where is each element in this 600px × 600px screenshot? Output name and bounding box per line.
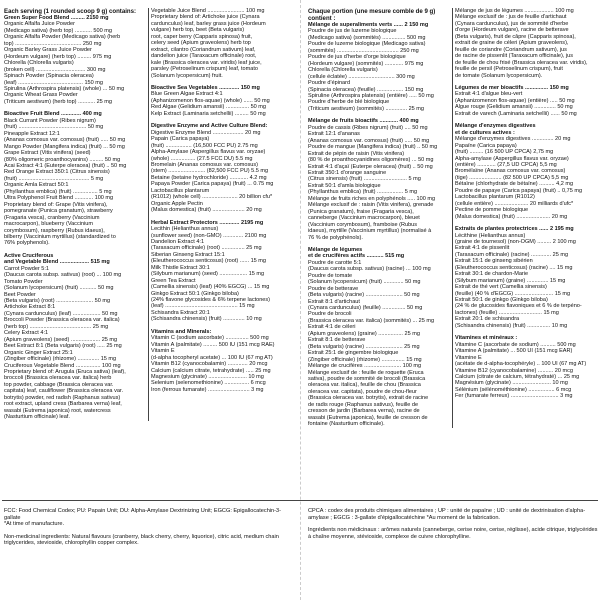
ingredient-line: (Malus domestica) (fruit) ...................... 20 mg — [455, 213, 568, 220]
ingredient-line: Organic Ginger Extract 25:1 — [4, 349, 73, 356]
ingredient-line: Black Currant Powder (Ribes nigrum) — [4, 117, 96, 124]
ingredient-line: Grape Extract (Vitis vinifera) (seed) — [4, 150, 91, 157]
ingredient-line: Lécithine (Helianthus annus) — [455, 232, 526, 239]
section-heading: Digestive Enzyme and Active Culture Blend: — [151, 123, 268, 130]
ingredient-line: extrait de graine de céleri (Apium graveolens), — [455, 40, 569, 47]
ingredient-line: botrytis) powder, red radish (Raphanus sativus) — [4, 394, 121, 401]
ingredient-line: Ingrédients non médicinaux : arômes naturels (canneberge, cerise noire, cerise, réglisse), acide citrique, triglycérides à chaîne moyenne, stévioside, complexe de cuivre chlorophylline. — [308, 527, 598, 540]
ingredient-line: (whole) ................ (27.5 FCC DU) 5.5 mg — [151, 155, 253, 162]
section-heading: Mélange d'enzymes digestives — [455, 123, 536, 130]
ingredient-line: (stem) ........................ (82,500 FCC PU) 5.5 mg — [151, 168, 269, 175]
french-footer — [308, 508, 600, 540]
ingredient-line: top powder, cabbage (Brassica oleracea var. — [4, 381, 114, 388]
ingredient-line: Proprietary blend of: Grape (Vitis vinifera), — [4, 201, 108, 208]
ingredient-line: (Daucus carota subsp. sativus) (root) ... 100 mg — [4, 272, 122, 279]
ingredient-line: (cellule éclatée) .............................. 300 mg — [308, 73, 415, 80]
ingredient-line: Extrait 4:1 d'algue bleu-vert — [455, 91, 523, 98]
ingredient-line: (Silybum marianum) (graine) .............. 15 mg — [455, 277, 566, 284]
ingredient-line: Spinach Powder (Spinacia oleracea) — [4, 73, 94, 80]
ingredient-line: extract, cilantro (Coriandrum sativum) leaf, — [151, 46, 256, 53]
ingredient-line: Vitamin C (sodium ascorbate) ............... 500 mg — [151, 335, 269, 342]
ingredient-line: cresson de jardin (Barbarea verna), racine de — [308, 408, 420, 415]
ingredient-line: Extrait de varech (Laminaria setchellii) ...... 50 mg — [455, 110, 577, 117]
section-heading: Bioactive Sea Vegetables ............. 150 mg — [151, 84, 260, 91]
ingredient-line: oleracea var. capitata), poudre de chou-fleur — [308, 388, 417, 395]
ingredient-line: (Beta vulgaris) (racine) ........................ 25 mg — [308, 343, 420, 350]
section-heading: Extraits de plantes protectrices ...... 2 195 mg — [455, 226, 574, 233]
ingredient-line: FCC: Food Chemical Codex; PU: Papain Unit; DU: Alpha-Amylase Dextrinizing Unit; EGCG: Epigallocatechin-3-gallate — [4, 508, 281, 521]
ingredient-line: Vitamin A (palmitate) ......... 500 IU (151 mcg RAE) — [151, 341, 275, 348]
ingredient-line: Poudre de papaye (Carica papaya) (fruit) .. 0,75 mg — [455, 187, 583, 194]
ingredient-line: (R1012) (whole cell) ....................... 20 billion cfu* — [151, 194, 273, 201]
section-heading: et de crucifères actifs ........... 515 mg — [308, 253, 405, 260]
ingredient-line: corymbosum), raspberry (Rubus idaeus), — [4, 227, 105, 234]
ingredient-line: Non-medicinal ingredients: Natural flavours (cranberry, black cherry, cherry, liquorice), citric acid, medium chain triglycerides, stevioside, chlorophyllin copper complex. — [4, 533, 279, 547]
ingredient-line: d'orge (Hordeum vulgare), racine de betterave — [455, 27, 569, 34]
ingredient-line: Poudre de cassis (Ribes nigrum) (fruit) .... 50 mg — [308, 124, 428, 131]
ingredient-line: (Medicago sativa) (herb top) ........... 500 mg — [4, 27, 112, 34]
ingredient-line: Organic Amla Extract 50:1 — [4, 182, 69, 189]
ingredient-line: Vegetable Juice Blend ........................ 100 mg — [151, 8, 265, 14]
ingredient-line: Extrait 50:1 d'amla biologique — [308, 182, 381, 189]
ingredient-line: feuille de persil (Petroselinum crispum), fruit — [455, 66, 563, 73]
ingredient-line: Kelp Extract (Laminaria setchellii) ......... 50 mg — [151, 110, 266, 117]
ingredient-line: (Citrus sinensis) (fruit) ............................ 5 mg — [308, 176, 421, 183]
ingredient-line: (Medicago sativa) (sommités) ............... 500 mg — [308, 34, 426, 41]
ingredient-line: cardunculus) leaf, barley grass juice (Hordeum — [151, 20, 266, 27]
ingredient-line: de feuille de chou frisé (Brassica oleracea var. viridis), — [455, 59, 588, 66]
english-column-1 — [2, 8, 148, 421]
ingredient-line: Milk Thistle Extract 30:1 — [151, 264, 210, 271]
ingredient-line: *At time of manufacture. — [4, 521, 65, 528]
ingredient-line: Mélange de jus de légumes ................... 100 mg — [455, 8, 574, 14]
ingredient-line: Bétaïne (chlorhydrate de bétaïne) .......... 4,2 mg — [455, 181, 574, 188]
ingredient-line: Vitamine E — [455, 354, 482, 361]
ingredient-line: (24 % de glucosides flavoniques et 6 % de terpéno- — [455, 303, 582, 310]
ingredient-line: Spirulina (Arthrospira platensis) (whole) ... 50 mg — [4, 85, 125, 92]
ingredient-line: 76% polyphenols). — [4, 240, 50, 247]
ingredient-line: Lactobacillus plantarum — [151, 187, 210, 194]
ingredient-line: (fruit) .............................................. 5 mg — [4, 175, 104, 182]
ingredient-line: Cruciferous Vegetable Blend ................ 100 mg — [4, 362, 121, 369]
ingredient-line: bilberry (Vaccinium myrtillus) (standardized to — [4, 233, 116, 240]
section-heading: and Vegetable Blend ................... 515 mg — [4, 259, 110, 266]
ingredient-line: Organic Alfalfa Juice Powder — [4, 21, 75, 28]
ingredient-line: Fer (fumarate ferreux) ............................... 3 mg — [455, 393, 573, 400]
ingredient-line: (Aphanizomenon flos-aquae) (entière) ..... 50 mg — [455, 97, 575, 104]
ingredient-line: Vitamin E — [151, 348, 175, 355]
french-column-1 — [306, 8, 452, 428]
ingredient-line: canneberge (Vaccinium macrocarpon), bleuet — [308, 215, 420, 222]
ingredient-line: Organic Apple Pectin — [151, 200, 203, 207]
english-panel — [2, 8, 294, 421]
ingredient-line: Extrait 50:1 de ginkgo (Ginkgo biloba) — [455, 297, 548, 304]
ingredient-line: (fruit) ......... (16 500 UP CPCA) 2,75 mg — [455, 149, 554, 156]
section-heading: et de cultures actives : — [455, 129, 515, 136]
ingredient-line: (sunflower seed) (non-GMO) ............. 2100 mg — [151, 232, 267, 239]
ingredient-line: (Punica granatum), fraise (Fragaria vesca), — [308, 208, 414, 215]
ingredient-line: macrocarpon), blueberry (Vaccinium — [4, 221, 93, 228]
ingredient-line: (Ananas comosus var. comosus) (fruit) ..... 50 mg — [308, 137, 430, 144]
ingredient-line: Proprietary blend of: Arugula (Eruca sativa) (leaf), — [4, 369, 126, 376]
ingredient-line: (acétate de d-alpha-tocophéryle) .. 100 UI (67 mg AT) — [455, 361, 587, 368]
ingredient-line: (Ananas comosus var. comosus) (fruit) ..... 50 mg — [4, 137, 126, 144]
ingredient-line: (feuille) (40 % d'EGCG) ......................... 15 mg — [455, 290, 571, 297]
ingredient-line: (Hordeum vulgare) (herb top) ......... 975 mg — [4, 53, 112, 60]
ingredient-line: Extrait 4:1 d'açaï (Euterpe oleracea) (fruit) .. 50 mg — [308, 163, 433, 170]
section-heading: Bioactive Fruit Blend ............. 400 mg — [4, 111, 102, 118]
ingredient-line: Magnesium (glycinate) ......................... 10 mg — [151, 374, 264, 381]
ingredient-line: Bromélaïne (Ananas comosus var. comosus) — [455, 168, 566, 175]
ingredient-line: wasabi (Eutrema japonica), feuille de cresson de — [308, 414, 428, 421]
section-heading: Chaque portion (une mesure comble de 9 g) — [308, 8, 436, 15]
ingredient-line: Chlorella (Chlorella vulgaris) — [308, 67, 378, 74]
ingredient-line: (sommités) ........................................ 250 mg — [308, 47, 419, 54]
ingredient-line: (80 % de proanthocyanidines oligomères) ... 50 mg — [308, 157, 434, 164]
ingredient-line: Poudre de betterave — [308, 285, 359, 292]
ingredient-line: (Apium graveolens) (seed) ................... 25 mg — [4, 336, 118, 343]
ingredient-line: (entière) ............ (27,5 UD CPCA) 5,5 mg — [455, 161, 557, 168]
ingredient-line: Extrait 4:1 de céleri — [308, 324, 356, 331]
ingredient-line: (Vaccinium corymbosum), framboise (Rubus — [308, 221, 418, 228]
ingredient-line: feuille de coriandre (Coriandrum sativum), jus — [455, 46, 567, 53]
ingredient-line: (Beta vulgaris), fruit de câpre (Capparis spinosa), — [455, 33, 576, 40]
ingredient-line: Vitamine B12 (cyanocobalamine) .......... 20 mcg — [455, 367, 573, 374]
ingredient-line: Beet Extract 8:1 (Beta vulgaris) (root) ..... 25 mg — [4, 343, 122, 350]
ingredient-line: Artichoke Extract 8:1 — [4, 304, 56, 311]
ingredient-line: Mélange exclusif de : jus de feuille d'artichaut — [455, 14, 567, 21]
section-heading: Herbal Extract Protectors ............. 2195 mg — [151, 219, 264, 226]
french-panel — [306, 8, 598, 428]
ingredient-line: Poudre d'épinard — [308, 80, 351, 87]
ingredient-line: Poudre de brocoli — [308, 311, 352, 318]
ingredient-line: Extrait 20:1 de schisandra — [455, 316, 520, 323]
ingredient-line: dandelion juice (Taraxacum officinale) root, — [151, 53, 257, 60]
ingredient-line: root, caper berry (Capparis spinosa) fruit, — [151, 33, 253, 40]
ingredient-line: Poudre de jus de luzerne biologique — [308, 28, 397, 35]
section-heading: contient : — [308, 15, 336, 22]
ingredient-line: idaeus), myrtille (Vaccinium myrtillus) (normalisé à — [308, 228, 432, 235]
ingredient-line: Pineapple Extract 12:1 — [4, 130, 60, 137]
ingredient-line: (herb top) ........................................ 25 mg — [4, 323, 109, 330]
ingredient-line: Organic Barley Grass Juice Powder — [4, 47, 92, 54]
ingredient-line: vulgare) herb top, beet (Beta vulgaris) — [151, 27, 245, 34]
ingredient-line: (cellule entière) ...................... 20 milliards d'ufc* — [455, 200, 574, 207]
ingredient-line: Green Tea Extract — [151, 277, 196, 284]
ingredient-line: sativa), poudre de sommité de brocoli (Brassica — [308, 376, 426, 383]
ingredient-line: Extrait 25:1 de gingembre biologique — [308, 350, 399, 357]
ingredient-line: Betaine (betaine hydrochloride) ............ 4.2 mg — [151, 174, 267, 181]
ingredient-line: Papaya Powder (Carica papaya) (fruit) ... 0.75 mg — [151, 181, 274, 188]
ingredient-line: (Brassica oleracea var. botrytis), extrait de racine — [308, 395, 429, 402]
ingredient-line: Extrait 350:1 d'orange sanguine — [308, 169, 387, 176]
ingredient-line: Chlorella (Chlorella vulgaris) — [4, 60, 74, 67]
ingredient-line: Pectine de pomme biologique — [455, 207, 529, 214]
ingredient-line: Lecithin (Helianthus annus) — [151, 226, 219, 233]
ingredient-line: Ginkgo Extract 50:1 (Ginkgo biloba) — [151, 290, 239, 297]
ingredient-line: Vitamine C (ascorbate de sodium) .......... 500 mg — [455, 341, 576, 348]
ingredient-line: 76 % de polyphénols). — [308, 234, 363, 241]
ingredient-line: Extrait 15:1 de ginseng sibérien — [455, 258, 533, 265]
ingredient-line: (d-alpha tocopheryl acetate) ... 100 IU (67 mg AT) — [151, 354, 273, 361]
ingredient-line: (Phyllanthus emblica) (fruit) ................ 5 mg — [4, 188, 112, 195]
ingredient-line: capitata) leaf, cauliflower (Brassica oleracea var. — [4, 388, 124, 395]
ingredient-line: oleracea var. italica), feuille de chou (Brassica — [308, 382, 421, 389]
ingredient-line: Extrait 12:1 d'ananas — [308, 131, 360, 138]
ingredient-line: (Brassica oleracea var. italica) (sommités) ... 25 mg — [308, 317, 435, 324]
section-heading: Vitamines et minéraux : — [455, 335, 518, 342]
ingredient-line: de radis rouge (Raphanus sativus), feuille de — [308, 401, 419, 408]
ingredient-line: (Spinacia oleracea) (feuille) ................. 150 mg — [308, 86, 424, 93]
ingredient-line: Mélange exclusif de : feuille de roquette (Eruca — [308, 369, 424, 376]
ingredient-line: Mélange de crucifères ........................ 100 mg — [308, 363, 422, 370]
ingredient-line: (Beta vulgaris) (root) ........................ 50 mg — [4, 298, 111, 305]
footer-divider — [2, 500, 598, 501]
ingredient-line: top) ........................................... 250 mg — [4, 40, 102, 47]
ingredient-line: Poudre de luzerne biologique (Medicago sativa) — [308, 41, 426, 48]
ingredient-line: (Camellia sinensis) (leaf) (40% EGCG) ... 15 mg — [151, 284, 270, 291]
ingredient-line: Calcium (citrate de calcium, tétrahydraté) ... 25 mg — [455, 374, 580, 381]
ingredient-line: (Zingiber officinale) (rhizome) .............. 15 mg — [4, 356, 117, 363]
ingredient-line: (Triticum aestivum) (herb top) ........... 25 mg — [4, 98, 112, 105]
ingredient-line: Schisandra Extract 20:1 — [151, 309, 210, 316]
ingredient-line: (24% flavone glycosides & 6% terpene lactones) — [151, 297, 271, 304]
ingredient-line: Organic Alfalfa Powder (Medicago sativa) (herb — [4, 34, 121, 41]
ingredient-line: (graine de tournesol) (non-OGM) ......... 2 100 mg — [455, 238, 576, 245]
ingredient-line: (Zingiber officinale) (rhizome) ............... 15 mg — [308, 356, 422, 363]
ingredient-line: Papain (Carica papaya) — [151, 136, 210, 143]
ingredient-line: Mélange d'enzymes digestives .............. 20 mg — [455, 136, 571, 143]
ingredient-line: Red Algae (Gelidium amansii) ............... 50 mg — [151, 104, 266, 111]
panel-separator — [300, 0, 301, 600]
ingredient-line: (Cynara cardunculus), jus de sommité d'herbe — [455, 20, 569, 27]
ingredient-line: Poudre de mangue (Mangifera indica) (fruit) .. 50 mg — [308, 144, 438, 151]
ingredient-line: Organic Wheat Grass Powder — [4, 92, 78, 99]
ingredient-line: broccoli (Brassica oleracea var. italica) herb — [4, 375, 112, 382]
ingredient-line: Magnésium (glycinate) ......................... 10 mg — [455, 380, 568, 387]
section-heading: Active Cruciferous — [4, 252, 54, 259]
ingredient-line: Vitamine A (palmitate) ... 500 UI (151 mcg EAR) — [455, 348, 573, 355]
ingredient-line: (Daucus carota subsp. sativus) (racine) ... 100 mg — [308, 266, 431, 273]
ingredient-line: (80% oligomeric proanthocyanins) ......... 50 mg — [4, 156, 121, 163]
ingredient-line: Ultra Polyphenol Fruit Blend ............ 100 mg — [4, 195, 114, 202]
ingredient-line: Tomato Powder — [4, 278, 43, 285]
ingredient-line: (Silybum marianum) (seed) .................. 15 mg — [151, 271, 265, 278]
ingredient-line: Selenium (selenomethionine) ................ 6 mcg — [151, 380, 266, 387]
ingredient-line: Celery Extract 4:1 — [4, 330, 49, 337]
ingredient-line: (Solanum lycopersicum) (fruit) ............. 50 mg — [308, 279, 421, 286]
ingredient-line: (Eleutherococcus senticosus) (racine) .... 15 mg — [455, 264, 573, 271]
ingredient-line: (Taraxacum officinale) (root) ............... 25 mg — [151, 245, 262, 252]
ingredient-line: Extrait de pépin de raisin (Vitis vinifera) — [308, 150, 405, 157]
ingredient-line: Extrait 30:1 de chardon-Marie — [455, 271, 529, 278]
ingredient-line: Broccoli Powder (Brassica oleracea var. italica) — [4, 317, 120, 324]
ingredient-line: root extract, upland cress (Barbarea verna) leaf, — [4, 401, 122, 408]
ingredient-line: Poudre de carotte 5:1 — [308, 259, 362, 266]
ingredient-line: Poudre de jus d'herbe d'orge biologique — [308, 54, 406, 61]
section-heading: Vitamins and Minerals: — [151, 328, 212, 335]
ingredient-line: Lactobacillus plantarum (R1012) — [455, 194, 535, 201]
ingredient-line: Beet Powder — [4, 291, 36, 298]
ingredient-line: Mélange de fruits riches en polyphénols ..... 100 mg — [308, 195, 436, 202]
ingredient-line: Calcium (calcium citrate, tetrahydrate) ..... 25 mg — [151, 367, 271, 374]
ingredient-line: Bromelain (Ananas comosus var. comosus) — [151, 161, 258, 168]
ingredient-line: Extrait 8:1 d'artichaut — [308, 298, 360, 305]
ingredient-line: (Hordeum vulgare) (sommités) ............ 975 mg — [308, 60, 424, 67]
ingredient-line: Dandelion Extract 4:1 — [151, 238, 205, 245]
ingredient-line: Sélénium (sélénométhionine) ................. 6 mcg — [455, 386, 572, 393]
ingredient-line: Poudre de tomate — [308, 272, 353, 279]
ingredient-line: lactones) (feuille) ............................ 15 mg — [455, 309, 559, 316]
section-heading: Mélange de superaliments verts ...... 2 150 mg — [308, 22, 429, 28]
ingredient-line: kale (Brassica oleracea var. viridis) leaf juice, — [151, 59, 262, 66]
ingredient-line: (leaf) .......................................... 150 mg — [4, 79, 103, 86]
section-heading: Green Super Food Blend ......... 2150 mg — [4, 15, 109, 21]
ingredient-line: fontaine (Nasturtium officinale). — [308, 421, 385, 428]
ingredient-line: (Solanum lycopersicum) (fruit) ........... 50 mg — [4, 285, 114, 292]
ingredient-line: Siberian Ginseng Extract 15:1 — [151, 251, 225, 258]
ingredient-line: (fruit) ............................................ 50 mg — [4, 124, 104, 131]
ingredient-line: (broken cell) ................................ 300 mg — [4, 66, 106, 73]
french-column-2 — [452, 8, 598, 428]
ingredient-line: Iron (ferrous fumarate) ........................... 3 mg — [151, 386, 264, 393]
ingredient-line: Digestive Enzyme Blend .................... 20 mg — [151, 129, 261, 136]
ingredient-line: Extrait 4:1 de pissenlit — [455, 245, 510, 252]
ingredient-line: (tige) ..................... (82 500 UP CPCA) 5,5 mg — [455, 174, 569, 181]
ingredient-line: pomegranate (Punica granatum), strawberry — [4, 208, 113, 215]
ingredient-line: (Apium graveolens) (graine) ................ 25 mg — [308, 330, 420, 337]
ingredient-line: (Aphanizomenon flos-aquae) (whole) ...... 50 mg — [151, 97, 270, 104]
ingredient-line: Proprietary blend of: Artichoke juice (Cynara — [151, 14, 260, 21]
ingredient-line: Mélange exclusif de : raisin (Vitis vinifera), grenade — [308, 202, 434, 209]
ingredient-line: (Cynara cardunculus) (leaf) .................. 50 mg — [4, 310, 118, 317]
ingredient-line: wasabi (Eutrema japonica) root, watercress — [4, 407, 111, 414]
ingredient-line: (Schisandra chinensis) (fruit) ............... 10 mg — [455, 322, 568, 329]
ingredient-line: (Fragaria vesca), cranberry (Vaccinium — [4, 214, 100, 221]
english-column-2 — [148, 8, 294, 421]
section-heading: Mélange de fruits bioactifs ............ 400 mg — [308, 118, 419, 125]
ingredient-line: (leaf) ............................................... 15 mg — [151, 303, 255, 310]
ingredient-line: (Schisandra chinensis) (fruit) .............. 10 mg — [151, 316, 262, 323]
ingredient-line: Vitamin B12 (cyanocobalamin) ............. 20 mcg — [151, 361, 268, 368]
ingredient-line: parsley (Petroselinum crispum) leaf, tomato — [151, 66, 258, 73]
section-heading: Légumes de mer bioactifs ............... 150 mg — [455, 84, 569, 91]
ingredient-line: celery seed (Apium graveolens) herb top — [151, 40, 251, 47]
ingredient-line: Spiruline (Arthrospira platensis) (entière) ..... 50 mg — [308, 92, 434, 99]
ingredient-line: de tomate (Solanum lycopersicum). — [455, 72, 543, 79]
ingredient-line: Mango Powder (Mangifera indica) (fruit) ... 50 mg — [4, 143, 125, 150]
ingredient-line: CPCA : codex des produits chimiques alimentaires ; UP : unité de papaïne ; UD : unité de dextrinisation d'alpha-amylase ; EGCG : 3-gallate d'épigallocatéchine *Au moment de la fabrication. — [308, 508, 586, 521]
ingredient-line: (Malus domestica) (fruit) ..................... 20 mg — [151, 207, 262, 214]
ingredient-line: (Taraxacum officinale) (racine) ............. 25 mg — [455, 251, 569, 258]
ingredient-line: (fruit) ................. (16,500 FCC PU) 2.75 mg — [151, 142, 258, 149]
ingredient-line: Extrait 8:1 de betterave — [308, 337, 366, 344]
section-heading: Mélange de légumes — [308, 246, 363, 253]
ingredient-line: Extrait de thé vert (Camellia sinensis) — [455, 284, 547, 291]
ingredient-line: (Triticum aestivum) (sommités) .............. 25 mg — [308, 105, 424, 112]
ingredient-line: Algue rouge (Gelidium amansii) .............. 50 mg — [455, 104, 573, 111]
ingredient-line: (Eleutherococcus senticosus) (root) ...... 15 mg — [151, 258, 266, 265]
ingredient-line: Acai Extract 4:1 (Euterpe oleracea) (fruit) .. 50 mg — [4, 162, 127, 169]
ingredient-line: (Beta vulgaris) (racine) ........................ 50 mg — [308, 292, 420, 299]
ingredient-line: (Cynara cardunculus) (feuille) ............... 50 mg — [308, 305, 423, 312]
ingredient-line: (Phyllanthus emblica) (fruit) ................. 5 mg — [308, 189, 418, 196]
ingredient-line: (Nasturtium officinale) leaf. — [4, 414, 70, 421]
ingredient-line: Red Orange Extract 350:1 (Citrus sinensis) — [4, 169, 110, 176]
ingredient-line: Alpha-Amylase (Aspergillus flavus var. oryzae) — [151, 149, 266, 156]
ingredient-line: Carrot Powder 5:1 — [4, 265, 50, 272]
ingredient-line: de racine de pissenlit (Taraxacum officinale), jus — [455, 53, 573, 60]
ingredient-line: Blue Green Algae Extract 4:1 — [151, 91, 223, 98]
ingredient-line: Alpha-amylase (Aspergillus flavus var. oryzae) — [455, 155, 569, 162]
ingredient-line: Poudre d'herbe de blé biologique — [308, 99, 390, 106]
english-footer — [4, 508, 296, 547]
ingredient-line: Papaïne (Carica papaya) — [455, 142, 517, 149]
ingredient-line: (Solanum lycopersicum) fruit. — [151, 72, 223, 79]
section-heading: Each serving (1 rounded scoop 9 g) contains: — [4, 8, 137, 15]
